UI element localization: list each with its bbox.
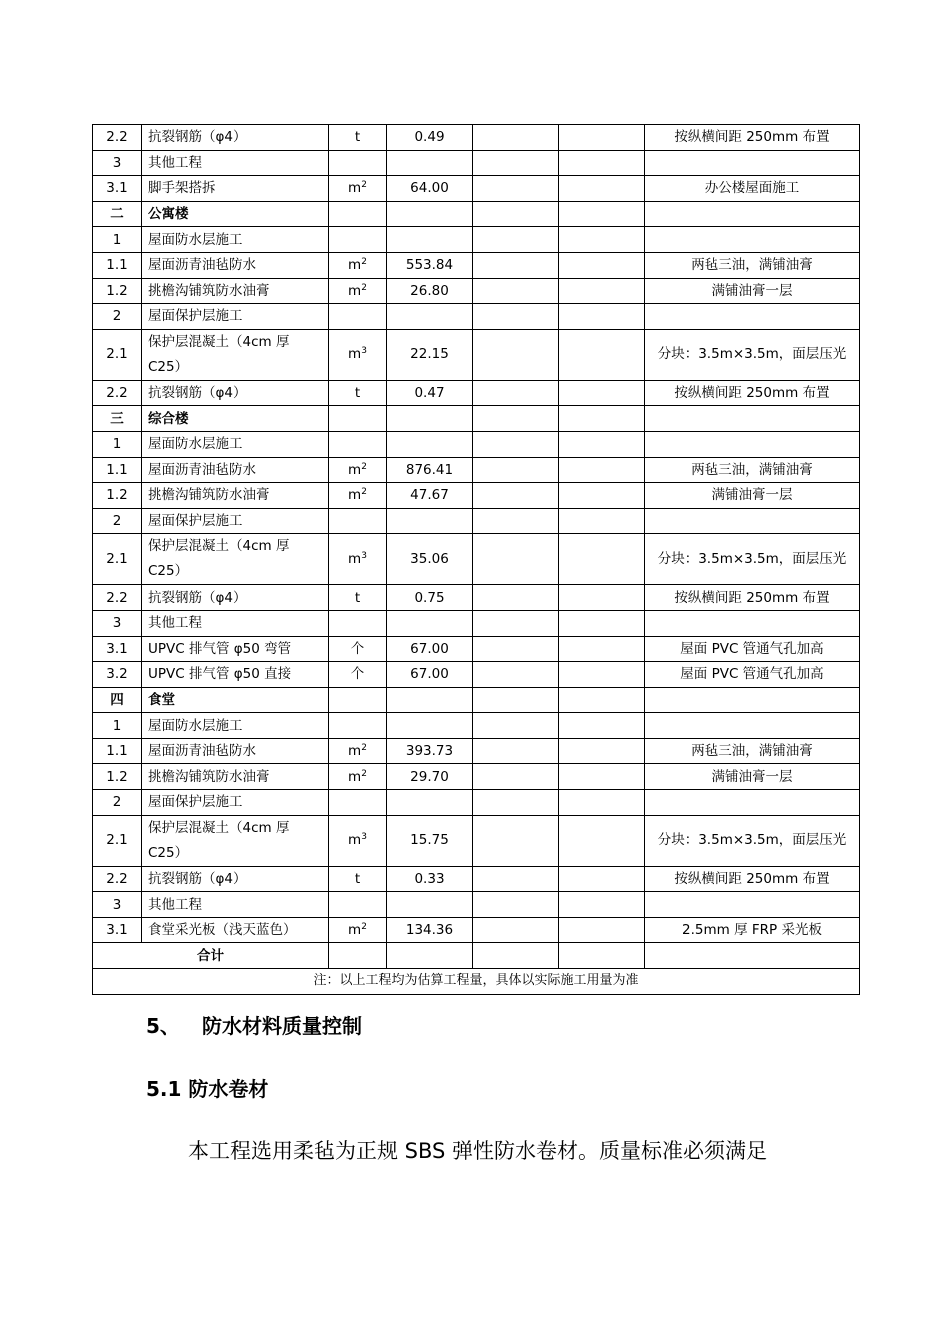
table-row (93, 687, 860, 713)
empty-cell (473, 508, 559, 534)
empty-cell (473, 380, 559, 406)
unit-cell (329, 508, 387, 534)
table-row (93, 483, 860, 509)
remark-cell: 2.5mm 厚 FRP 采光板 (645, 917, 860, 943)
remark-cell (645, 150, 860, 176)
remark-cell (645, 713, 860, 739)
item-name-cell: 挑檐沟铺筑防水油膏 (142, 483, 329, 509)
item-name-cell: 其他工程 (142, 892, 329, 918)
item-name-cell: 抗裂钢筋（φ4） (142, 585, 329, 611)
empty-cell (473, 713, 559, 739)
item-name-cell: 保护层混凝土（4cm 厚 C25） (142, 534, 329, 585)
item-name-cell: 屋面防水层施工 (142, 431, 329, 457)
remark-cell: 两毡三油，满铺油膏 (645, 457, 860, 483)
table-row (93, 150, 860, 176)
unit-text: m (348, 743, 362, 760)
table-row (93, 866, 860, 892)
unit-text: t (354, 129, 361, 146)
empty-cell (559, 380, 645, 406)
remark-cell (645, 610, 860, 636)
table-row (93, 508, 860, 534)
unit-cell (329, 866, 387, 892)
empty-cell (329, 943, 387, 969)
remark-cell: 分块：3.5m×3.5m，面层压光 (645, 329, 860, 380)
table-row (93, 227, 860, 253)
item-name-cell: 其他工程 (142, 610, 329, 636)
item-name-cell: 屋面防水层施工 (142, 713, 329, 739)
empty-cell (473, 406, 559, 432)
item-number-cell: 2.1 (93, 534, 142, 585)
table-row (93, 457, 860, 483)
quantity-cell (387, 227, 473, 253)
unit-exponent: 3 (361, 832, 367, 843)
empty-cell (559, 508, 645, 534)
remark-cell (645, 201, 860, 227)
remark-cell: 分块：3.5m×3.5m，面层压光 (645, 534, 860, 585)
empty-cell (473, 636, 559, 662)
unit-text: 个 (350, 666, 365, 683)
empty-cell (559, 201, 645, 227)
table-row (93, 892, 860, 918)
unit-cell (329, 790, 387, 816)
unit-text: m (348, 257, 362, 274)
unit-text: m (348, 461, 362, 478)
item-number-cell: 三 (93, 406, 142, 432)
empty-cell (559, 764, 645, 790)
empty-cell (559, 431, 645, 457)
item-name-cell: 抗裂钢筋（φ4） (142, 125, 329, 151)
table-row (93, 278, 860, 304)
remark-cell: 按纵横间距 250mm 布置 (645, 125, 860, 151)
item-number-cell: 3 (93, 610, 142, 636)
unit-cell (329, 585, 387, 611)
quantity-cell (387, 713, 473, 739)
unit-cell (329, 483, 387, 509)
unit-text: m (348, 180, 362, 197)
quantity-cell (387, 201, 473, 227)
table-row (93, 201, 860, 227)
total-row (93, 943, 860, 969)
section-5-heading: 5、 防水材料质量控制 (146, 1014, 362, 1038)
remark-cell: 两毡三油，满铺油膏 (645, 252, 860, 278)
item-number-cell: 1.2 (93, 278, 142, 304)
remark-cell: 分块：3.5m×3.5m，面层压光 (645, 815, 860, 866)
remark-cell: 办公楼屋面施工 (645, 176, 860, 202)
empty-cell (559, 278, 645, 304)
remark-cell: 按纵横间距 250mm 布置 (645, 585, 860, 611)
item-name-cell: 抗裂钢筋（φ4） (142, 866, 329, 892)
empty-cell (559, 687, 645, 713)
unit-cell (329, 201, 387, 227)
quantity-cell: 64.00 (387, 176, 473, 202)
unit-cell (329, 892, 387, 918)
empty-cell (559, 125, 645, 151)
quantity-cell: 0.33 (387, 866, 473, 892)
empty-cell (559, 176, 645, 202)
unit-text: t (354, 589, 361, 606)
unit-cell (329, 610, 387, 636)
unit-cell (329, 738, 387, 764)
empty-cell (559, 738, 645, 764)
empty-cell (473, 176, 559, 202)
item-name-cell: 屋面保护层施工 (142, 790, 329, 816)
empty-cell (559, 585, 645, 611)
unit-text: 个 (350, 640, 365, 657)
unit-text: t (354, 870, 361, 887)
empty-cell (473, 943, 559, 969)
quantity-cell (387, 150, 473, 176)
item-number-cell: 3.1 (93, 636, 142, 662)
quantity-cell (387, 431, 473, 457)
remark-cell (645, 508, 860, 534)
item-number-cell: 1.2 (93, 764, 142, 790)
table-footnote: 注：以上工程均为估算工程量，具体以实际施工用量为准 (93, 969, 860, 995)
item-name-cell: 屋面沥青油毡防水 (142, 738, 329, 764)
unit-cell (329, 713, 387, 739)
item-number-cell: 3.1 (93, 917, 142, 943)
empty-cell (473, 687, 559, 713)
item-number-cell: 2.1 (93, 329, 142, 380)
empty-cell (559, 636, 645, 662)
unit-exponent: 2 (361, 257, 367, 268)
empty-cell (559, 329, 645, 380)
unit-exponent: 2 (361, 180, 367, 191)
table-row (93, 329, 860, 380)
item-name-cell: 屋面沥青油毡防水 (142, 252, 329, 278)
empty-cell (559, 227, 645, 253)
empty-cell (473, 662, 559, 688)
empty-cell (559, 662, 645, 688)
empty-cell (559, 943, 645, 969)
empty-cell (473, 815, 559, 866)
remark-cell: 按纵横间距 250mm 布置 (645, 866, 860, 892)
table-row (93, 713, 860, 739)
item-name-cell: 挑檐沟铺筑防水油膏 (142, 764, 329, 790)
table-row (93, 176, 860, 202)
remark-cell: 满铺油膏一层 (645, 764, 860, 790)
empty-cell (473, 483, 559, 509)
empty-cell (559, 713, 645, 739)
item-number-cell: 1.2 (93, 483, 142, 509)
item-number-cell: 2 (93, 304, 142, 330)
empty-cell (473, 457, 559, 483)
quantity-cell: 22.15 (387, 329, 473, 380)
table-row (93, 431, 860, 457)
item-name-cell: 食堂 (142, 687, 329, 713)
quantity-cell: 0.49 (387, 125, 473, 151)
unit-text: t (354, 385, 361, 402)
table-row (93, 534, 860, 585)
table-row (93, 610, 860, 636)
unit-exponent: 2 (361, 768, 367, 779)
unit-text: m (348, 346, 362, 363)
item-name-cell: 其他工程 (142, 150, 329, 176)
table-row (93, 662, 860, 688)
empty-cell (559, 610, 645, 636)
unit-cell (329, 917, 387, 943)
remark-cell: 按纵横间距 250mm 布置 (645, 380, 860, 406)
unit-cell (329, 176, 387, 202)
unit-cell (329, 636, 387, 662)
section-5-1-heading: 5.1 防水卷材 (146, 1077, 269, 1101)
quantity-cell: 15.75 (387, 815, 473, 866)
quantity-cell: 134.36 (387, 917, 473, 943)
quantity-cell (387, 790, 473, 816)
unit-cell (329, 304, 387, 330)
unit-cell (329, 662, 387, 688)
item-number-cell: 1.1 (93, 252, 142, 278)
remark-cell (645, 431, 860, 457)
remark-cell: 两毡三油，满铺油膏 (645, 738, 860, 764)
unit-text: m (348, 768, 362, 785)
unit-cell (329, 815, 387, 866)
quantity-cell: 393.73 (387, 738, 473, 764)
item-name-cell: 食堂采光板（浅天蓝色） (142, 917, 329, 943)
empty-cell (473, 892, 559, 918)
item-number-cell: 2.2 (93, 585, 142, 611)
unit-exponent: 2 (361, 922, 367, 933)
table-row (93, 125, 860, 151)
item-name-cell: 屋面防水层施工 (142, 227, 329, 253)
item-number-cell: 2 (93, 790, 142, 816)
item-number-cell: 2.2 (93, 866, 142, 892)
empty-cell (559, 866, 645, 892)
item-number-cell: 四 (93, 687, 142, 713)
empty-cell (473, 201, 559, 227)
table-row (93, 790, 860, 816)
empty-cell (473, 431, 559, 457)
quantity-cell (387, 508, 473, 534)
empty-cell (387, 943, 473, 969)
unit-cell (329, 150, 387, 176)
empty-cell (473, 304, 559, 330)
unit-cell (329, 329, 387, 380)
table-row (93, 380, 860, 406)
item-number-cell: 1 (93, 713, 142, 739)
empty-cell (559, 534, 645, 585)
item-name-cell: 屋面沥青油毡防水 (142, 457, 329, 483)
empty-cell (473, 252, 559, 278)
item-number-cell: 3.1 (93, 176, 142, 202)
item-number-cell: 3 (93, 150, 142, 176)
item-name-cell: UPVC 排气管 φ50 直接 (142, 662, 329, 688)
empty-cell (473, 278, 559, 304)
item-number-cell: 二 (93, 201, 142, 227)
empty-cell (473, 329, 559, 380)
body-paragraph: 本工程选用柔毡为正规 SBS 弹性防水卷材。质量标准必须满足 (188, 1139, 768, 1163)
unit-exponent: 2 (361, 743, 367, 754)
empty-cell (559, 406, 645, 432)
unit-text: m (348, 922, 362, 939)
item-name-cell: 挑檐沟铺筑防水油膏 (142, 278, 329, 304)
empty-cell (473, 585, 559, 611)
item-name-cell: 保护层混凝土（4cm 厚 C25） (142, 815, 329, 866)
empty-cell (559, 304, 645, 330)
empty-cell (473, 917, 559, 943)
footnote-row (93, 969, 860, 995)
unit-exponent: 2 (361, 487, 367, 498)
remark-cell: 屋面 PVC 管通气孔加高 (645, 636, 860, 662)
item-number-cell: 1 (93, 227, 142, 253)
table-row (93, 738, 860, 764)
table-row (93, 252, 860, 278)
unit-exponent: 3 (361, 550, 367, 561)
table-row (93, 636, 860, 662)
table-row (93, 304, 860, 330)
quantity-cell (387, 304, 473, 330)
remark-cell (645, 227, 860, 253)
empty-cell (473, 227, 559, 253)
empty-cell (473, 790, 559, 816)
quantity-cell: 67.00 (387, 636, 473, 662)
quantity-cell: 67.00 (387, 662, 473, 688)
unit-cell (329, 125, 387, 151)
remark-cell: 满铺油膏一层 (645, 278, 860, 304)
unit-exponent: 3 (361, 346, 367, 357)
item-name-cell: UPVC 排气管 φ50 弯管 (142, 636, 329, 662)
unit-cell (329, 380, 387, 406)
empty-cell (559, 483, 645, 509)
quantity-cell: 553.84 (387, 252, 473, 278)
item-number-cell: 2 (93, 508, 142, 534)
quantity-cell: 876.41 (387, 457, 473, 483)
unit-cell (329, 457, 387, 483)
unit-text: m (348, 487, 362, 504)
remark-cell (645, 892, 860, 918)
unit-cell (329, 278, 387, 304)
unit-exponent: 2 (361, 282, 367, 293)
item-number-cell: 1.1 (93, 457, 142, 483)
quantity-cell (387, 687, 473, 713)
remark-cell (645, 406, 860, 432)
table-row (93, 815, 860, 866)
quantity-cell: 26.80 (387, 278, 473, 304)
quantity-cell (387, 610, 473, 636)
unit-exponent: 2 (361, 461, 367, 472)
quantity-cell: 35.06 (387, 534, 473, 585)
quantity-cell: 0.47 (387, 380, 473, 406)
empty-cell (645, 943, 860, 969)
item-name-cell: 公寓楼 (142, 201, 329, 227)
remark-cell: 屋面 PVC 管通气孔加高 (645, 662, 860, 688)
remark-cell (645, 790, 860, 816)
item-number-cell: 1.1 (93, 738, 142, 764)
empty-cell (559, 790, 645, 816)
unit-cell (329, 252, 387, 278)
item-name-cell: 保护层混凝土（4cm 厚 C25） (142, 329, 329, 380)
empty-cell (473, 534, 559, 585)
item-number-cell: 3 (93, 892, 142, 918)
empty-cell (473, 764, 559, 790)
quantity-table (92, 124, 860, 995)
unit-cell (329, 431, 387, 457)
quantity-cell: 47.67 (387, 483, 473, 509)
empty-cell (559, 917, 645, 943)
table-row (93, 585, 860, 611)
table-row (93, 764, 860, 790)
item-name-cell: 抗裂钢筋（φ4） (142, 380, 329, 406)
quantity-cell: 0.75 (387, 585, 473, 611)
quantity-cell: 29.70 (387, 764, 473, 790)
unit-cell (329, 534, 387, 585)
table-row (93, 406, 860, 432)
empty-cell (559, 815, 645, 866)
table-row (93, 917, 860, 943)
empty-cell (473, 125, 559, 151)
total-label: 合计 (93, 943, 329, 969)
empty-cell (473, 610, 559, 636)
item-number-cell: 2.2 (93, 380, 142, 406)
empty-cell (473, 738, 559, 764)
empty-cell (473, 866, 559, 892)
empty-cell (559, 252, 645, 278)
unit-text: m (348, 282, 362, 299)
item-name-cell: 屋面保护层施工 (142, 304, 329, 330)
unit-cell (329, 406, 387, 432)
unit-cell (329, 687, 387, 713)
item-number-cell: 3.2 (93, 662, 142, 688)
item-name-cell: 综合楼 (142, 406, 329, 432)
item-name-cell: 脚手架搭拆 (142, 176, 329, 202)
unit-text: m (348, 832, 362, 849)
quantity-cell (387, 892, 473, 918)
empty-cell (559, 457, 645, 483)
unit-cell (329, 764, 387, 790)
item-number-cell: 1 (93, 431, 142, 457)
empty-cell (473, 150, 559, 176)
unit-text: m (348, 550, 362, 567)
remark-cell (645, 687, 860, 713)
item-number-cell: 2.1 (93, 815, 142, 866)
unit-cell (329, 227, 387, 253)
empty-cell (559, 892, 645, 918)
item-number-cell: 2.2 (93, 125, 142, 151)
remark-cell: 满铺油膏一层 (645, 483, 860, 509)
empty-cell (559, 150, 645, 176)
item-name-cell: 屋面保护层施工 (142, 508, 329, 534)
remark-cell (645, 304, 860, 330)
quantity-cell (387, 406, 473, 432)
